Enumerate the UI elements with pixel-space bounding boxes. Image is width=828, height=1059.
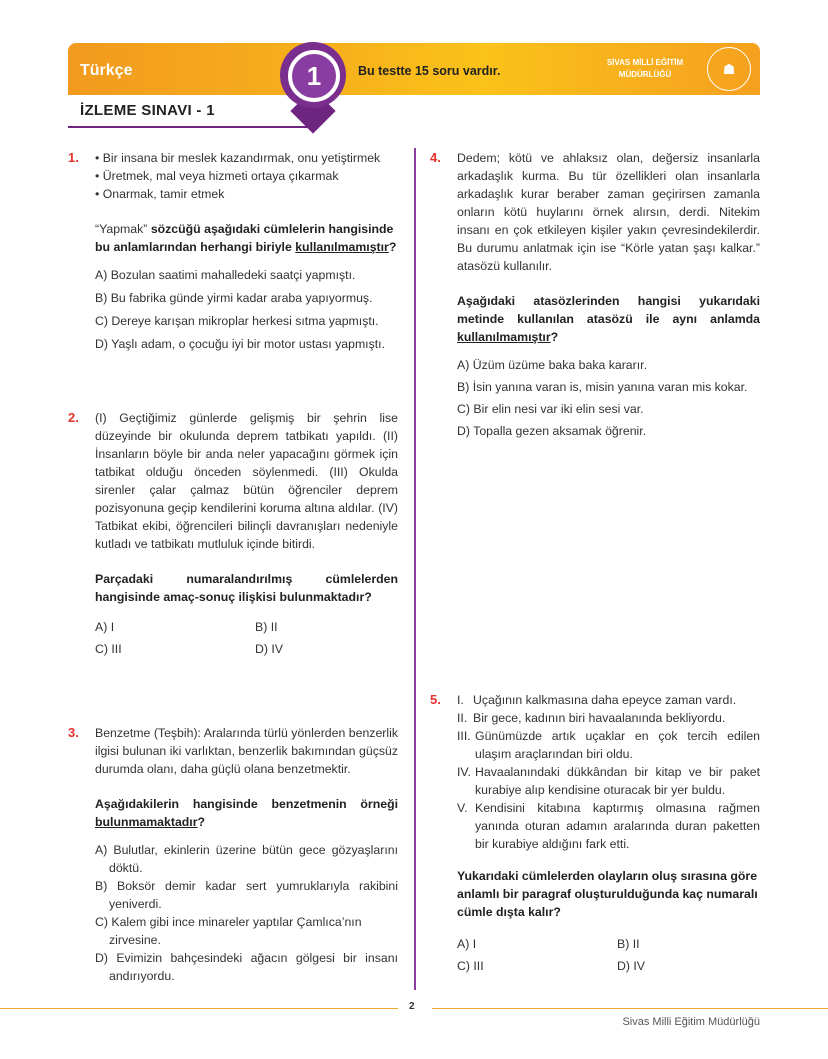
sentence-number: V. bbox=[457, 801, 468, 815]
stem-emphasis: bulunmamaktadır bbox=[95, 815, 198, 829]
question-stem: Parçadaki numaralandırılmış cümlelerden hangisinde amaç-sonuç ilişkisi bulunmaktadır? bbox=[95, 572, 398, 604]
page-number: 2 bbox=[409, 1001, 415, 1012]
stem-part: Aşağıdakilerin hangisinde benzetmenin örneği bbox=[95, 797, 398, 811]
question-2 bbox=[68, 409, 398, 658]
option-b[interactable]: B) Boksör demir kadar sert yumruklarıyla rakibini yeniverdi. bbox=[95, 879, 398, 911]
option-a[interactable]: A) Bozulan saatimi mahalledeki saatçi yapmıştı. bbox=[95, 268, 356, 282]
question-passage: (I) Geçtiğimiz günlerde gelişmiş bir şehrin lise düzeyinde bir okulunda deprem tatbikatı yapıldı. (II) İnsanların böyle bir anda neler yapacağını görmek için tatbikat olduğu önceden söylenmedi. (III) Okulda sirenler çalar çalmaz bütün öğrenciler deprem pozisyonuna geçip kendilerini koruma altına aldılar. (IV) Tatbikat ekibi, öğrencileri bilinçli davranışları nedeniyle kutladı ve tatbikatı mutluluk içinde bitirdi. bbox=[95, 411, 398, 551]
option-d[interactable]: D) IV bbox=[255, 642, 284, 656]
question-stem bbox=[95, 220, 405, 256]
option-b[interactable]: B) Bu fabrika günde yirmi kadar araba yapıyormuş. bbox=[95, 291, 373, 305]
option-d[interactable]: D) IV bbox=[617, 959, 646, 973]
question-number: 4. bbox=[430, 150, 441, 165]
sentence-number: I. bbox=[457, 693, 464, 707]
sentence-number: IV. bbox=[457, 765, 471, 779]
stem-part: sözcüğü aşağıdaki cümlelerin hangisinde bu anlamlarından herhangi biriyle bbox=[95, 222, 394, 254]
stem-part: ? bbox=[197, 815, 206, 829]
subject-label: Türkçe bbox=[80, 62, 133, 79]
option-c[interactable]: C) III bbox=[457, 959, 484, 973]
option-d[interactable]: D) Evimizin bahçesindeki ağacın gölgesi bir insanı andırıyordu. bbox=[95, 951, 398, 983]
question-number: 1. bbox=[68, 150, 79, 165]
question-number: 3. bbox=[68, 725, 79, 740]
question-3 bbox=[68, 724, 398, 985]
bullet-item: • Bir insana bir meslek kazandırmak, onu yetiştirmek bbox=[95, 151, 381, 165]
institution-line2: MÜDÜRLÜĞÜ bbox=[618, 70, 672, 79]
numbered-sentence bbox=[457, 763, 760, 799]
numbered-sentence bbox=[457, 709, 760, 727]
column-divider bbox=[414, 148, 416, 990]
option-a[interactable]: A) I bbox=[457, 937, 477, 951]
question-5 bbox=[430, 691, 760, 975]
question-count: Bu testte 15 soru vardır. bbox=[358, 64, 501, 78]
stem-part: ? bbox=[550, 330, 559, 344]
sentence-text: Havaalanındaki dükkândan bir kitap ve bir paket kurabiye alıp kendisine oturacak bir yer buldu. bbox=[475, 765, 760, 797]
option-c[interactable]: C) Dereye karışan mikroplar herkesi sıtma yapmıştı. bbox=[95, 314, 379, 328]
question-passage: Dedem; kötü ve ahlaksız olan, değersiz insanlarla arkadaşlık kurma. Bu tür özellikleri olan insanlarla arkadaşlık kurar beraber zaman geçirirsen zamanla onların kötü huylarını örnek alırsın, derdi. Nitekim insanı en çok etkileyen kişiler yakın çevresindekilerdir. Bu durumu anlatmak için ise “Körle yatan şaşı kalkar.” atasözü kullanılır. bbox=[457, 151, 760, 273]
option-b[interactable]: B) II bbox=[617, 937, 640, 951]
option-a[interactable]: A) Bulutlar, ekinlerin üzerine bütün gece gözyaşlarını döktü. bbox=[95, 843, 398, 875]
question-stem bbox=[457, 292, 760, 346]
question-1 bbox=[68, 149, 405, 357]
sentence-text: Kendisini kitabına kaptırmış olmasına rağmen yanında oturan adamın aralarında duran paketten bir kurabiye aldığını fark etti. bbox=[475, 801, 760, 851]
option-b[interactable]: B) II bbox=[255, 620, 278, 634]
sentence-text: Uçağının kalkmasına daha epeyce zaman vardı. bbox=[473, 693, 737, 707]
question-stem bbox=[95, 795, 398, 831]
exam-title: İZLEME SINAVI - 1 bbox=[80, 102, 215, 119]
test-number: 1 bbox=[288, 50, 340, 102]
option-d[interactable]: D) Yaşlı adam, o çocuğu iyi bir motor ustası yapmıştı. bbox=[95, 337, 385, 351]
footer-text: Sivas Milli Eğitim Müdürlüğü bbox=[622, 1016, 760, 1028]
institution-logo-text bbox=[590, 57, 700, 81]
option-a[interactable]: A) I bbox=[95, 620, 115, 634]
question-number: 2. bbox=[68, 410, 79, 425]
question-4 bbox=[430, 149, 760, 444]
option-b[interactable]: B) İsin yanına varan is, misin yanına varan mis kokar. bbox=[457, 380, 748, 394]
numbered-sentence bbox=[457, 799, 760, 853]
option-c[interactable]: C) III bbox=[95, 642, 122, 656]
bullet-item: • Üretmek, mal veya hizmeti ortaya çıkarmak bbox=[95, 169, 339, 183]
question-passage: Benzetme (Teşbih): Aralarında türlü yönlerden benzerlik ilgisi bulunan iki varlıktan, benzerlik bakımından güçsüz durumda olanı, daha güçlü olana benzetmektir. bbox=[95, 726, 398, 776]
sentence-number: II. bbox=[457, 711, 468, 725]
stem-emphasis: kullanılmamıştır bbox=[457, 330, 551, 344]
stem-part: Aşağıdaki atasözlerinden hangisi yukarıdaki metinde kullanılan atasözü ile aynı anlamda bbox=[457, 294, 760, 326]
numbered-sentence bbox=[457, 691, 760, 709]
stem-part: “Yapmak” bbox=[95, 222, 151, 236]
option-a[interactable]: A) Üzüm üzüme baka baka kararır. bbox=[457, 358, 647, 372]
footer-line-left bbox=[0, 1008, 398, 1009]
sentence-text: Bir gece, kadının biri havaalanında bekliyordu. bbox=[473, 711, 726, 725]
bullet-item: • Onarmak, tamir etmek bbox=[95, 187, 225, 201]
stem-part: ? bbox=[388, 240, 397, 254]
question-number: 5. bbox=[430, 692, 441, 707]
question-stem: Yukarıdaki cümlelerden olayların oluş sırasına göre anlamlı bir paragraf oluşturulduğunda kaç numaralı cümle dışta kalır? bbox=[457, 869, 758, 919]
numbered-sentence bbox=[457, 727, 760, 763]
title-underline bbox=[68, 126, 316, 128]
sentence-number: III. bbox=[457, 729, 471, 743]
option-d[interactable]: D) Topalla gezen aksamak öğrenir. bbox=[457, 424, 647, 438]
option-c[interactable]: C) Kalem gibi ince minareler yaptılar Çamlıca’nın zirvesine. bbox=[95, 915, 362, 947]
ministry-seal-icon: ☗ bbox=[707, 47, 751, 91]
footer-line-right bbox=[432, 1008, 828, 1009]
option-c[interactable]: C) Bir elin nesi var iki elin sesi var. bbox=[457, 402, 644, 416]
sentence-text: Günümüzde artık uçaklar en çok tercih edilen ulaşım araçlarından biri oldu. bbox=[475, 729, 760, 761]
institution-line1: SİVAS MİLLİ EĞİTİM bbox=[606, 58, 684, 67]
stem-emphasis: kullanılmamıştır bbox=[295, 240, 389, 254]
